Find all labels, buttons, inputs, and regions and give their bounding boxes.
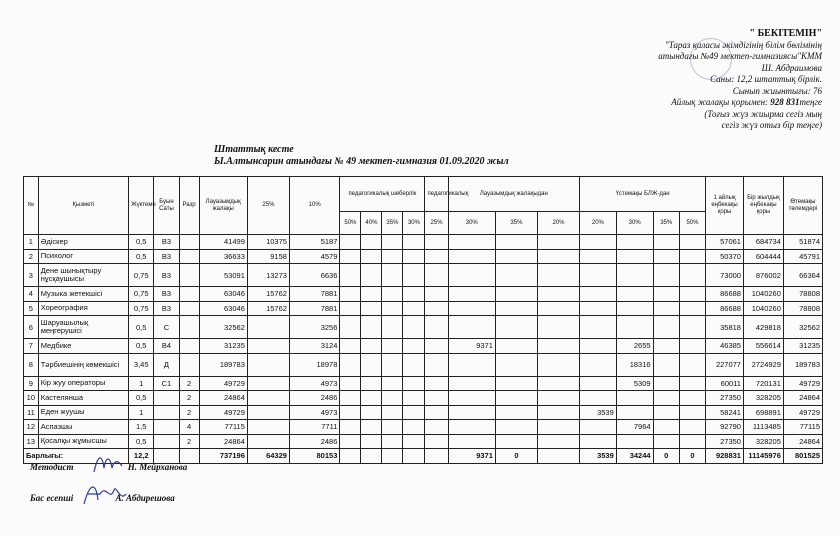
approval-fund	[532, 97, 822, 109]
header-monthly: 1 айлық еңбекақы қоры	[706, 177, 744, 235]
accountant-role: Бас есепші	[30, 493, 74, 503]
cell-name: Шаруашылық меңгерушісі	[38, 316, 128, 339]
cell-salary: 53091	[199, 264, 247, 287]
cell-monthly: 27350	[706, 434, 744, 449]
header-official: Лауазымдық жалақыдан	[448, 177, 579, 212]
staff-table	[23, 176, 823, 464]
cell-comp: 24864	[783, 434, 822, 449]
cell-no: 2	[24, 249, 39, 264]
subheader-official-30: 30%	[448, 212, 495, 235]
cell-yearly: 328205	[743, 391, 783, 406]
table-row	[24, 316, 823, 339]
cell-grade	[179, 249, 199, 264]
cell-load: 1	[129, 376, 154, 391]
cell-name: Кастелянша	[38, 391, 128, 406]
cell-no: 8	[24, 353, 39, 376]
cell-load: 3,45	[129, 353, 154, 376]
cell-yearly: 556614	[743, 339, 783, 354]
cell-level: С	[154, 316, 179, 339]
cell-cell-c	[616, 287, 653, 302]
cell-cell-a	[448, 434, 495, 449]
cell-cell-a	[448, 301, 495, 316]
cell-monthly: 57061	[706, 235, 744, 250]
approval-fund-value: 928 831	[770, 97, 800, 107]
cell-level: С1	[154, 376, 179, 391]
cell-name: Музыка жетекшісі	[38, 287, 128, 302]
total-row	[24, 449, 823, 464]
cell-comp: 24864	[783, 391, 822, 406]
cell-yearly: 328205	[743, 434, 783, 449]
cell-load: 0,5	[129, 434, 154, 449]
cell-cell-b	[580, 287, 617, 302]
cell-cell-b	[580, 249, 617, 264]
approval-director: Ш. Абдраимова	[761, 62, 822, 73]
total-p10: 80153	[289, 449, 339, 464]
total-monthly: 928831	[706, 449, 744, 464]
table-row	[24, 353, 823, 376]
subheader-mod-25: 25%	[425, 212, 448, 235]
cell-name: Хореография	[38, 301, 128, 316]
cell-comp: 189783	[783, 353, 822, 376]
cell-no: 5	[24, 301, 39, 316]
subheader-ped-35: 35%	[382, 212, 403, 235]
cell-yearly: 1113485	[743, 420, 783, 435]
header-bonuses: Үстемақы БЛЖ-дан	[580, 177, 706, 212]
cell-p10: 2486	[289, 434, 339, 449]
cell-grade	[179, 301, 199, 316]
table-row	[24, 420, 823, 435]
cell-no: 9	[24, 376, 39, 391]
approval-fund-unit: теңге	[799, 97, 822, 107]
document-subtitle: Ы.Алтынсарин атындағы № 49 мектеп-гимназия 01.09.2020 жыл	[214, 156, 509, 167]
table-row	[24, 376, 823, 391]
cell-cell-a	[448, 405, 495, 420]
cell-no: 3	[24, 264, 39, 287]
cell-yearly: 720131	[743, 376, 783, 391]
cell-cell-a	[448, 376, 495, 391]
cell-salary: 77115	[199, 420, 247, 435]
cell-load: 0,5	[129, 339, 154, 354]
cell-level: В3	[154, 287, 179, 302]
cell-load: 0,5	[129, 316, 154, 339]
cell-cell-c	[616, 249, 653, 264]
cell-cell-b	[580, 301, 617, 316]
cell-cell-b	[580, 391, 617, 406]
cell-comp: 77115	[783, 420, 822, 435]
cell-no: 1	[24, 235, 39, 250]
cell-cell-a	[448, 235, 495, 250]
cell-cell-a	[448, 391, 495, 406]
cell-salary: 41499	[199, 235, 247, 250]
cell-level	[154, 434, 179, 449]
cell-load: 0,75	[129, 264, 154, 287]
cell-grade	[179, 339, 199, 354]
cell-level: В4	[154, 339, 179, 354]
cell-load: 0,5	[129, 235, 154, 250]
methodist-name: Н. Мейрханова	[127, 462, 188, 472]
cell-name: Әдіскер	[38, 235, 128, 250]
table-row	[24, 405, 823, 420]
cell-p25: 9158	[247, 249, 289, 264]
cell-p25	[247, 434, 289, 449]
cell-monthly: 27350	[706, 391, 744, 406]
header-position: Қызметі	[38, 177, 128, 235]
cell-cell-a	[448, 420, 495, 435]
total-official35: 0	[495, 449, 537, 464]
cell-name: Тәрбиешінің көмекшісі	[38, 353, 128, 376]
cell-p25	[247, 405, 289, 420]
cell-yearly: 698891	[743, 405, 783, 420]
cell-load: 0,75	[129, 301, 154, 316]
cell-yearly: 876002	[743, 264, 783, 287]
table-row	[24, 434, 823, 449]
cell-monthly: 58241	[706, 405, 744, 420]
cell-name: Кір жуу операторы	[38, 376, 128, 391]
cell-cell-b	[580, 316, 617, 339]
cell-comp: 78808	[783, 301, 822, 316]
cell-grade	[179, 353, 199, 376]
cell-monthly: 46385	[706, 339, 744, 354]
approval-org-line2: атындағы №49 мектеп-гимназиясы"КММ	[658, 51, 822, 61]
total-bonus30: 34244	[616, 449, 653, 464]
cell-no: 7	[24, 339, 39, 354]
cell-monthly: 86688	[706, 301, 744, 316]
cell-comp: 49729	[783, 376, 822, 391]
header-load: Жүктеме	[129, 177, 154, 235]
cell-cell-c	[616, 434, 653, 449]
cell-cell-b	[580, 434, 617, 449]
cell-cell-c: 2655	[616, 339, 653, 354]
cell-p10: 7881	[289, 301, 339, 316]
total-p25: 64329	[247, 449, 289, 464]
cell-no: 11	[24, 405, 39, 420]
cell-grade: 2	[179, 434, 199, 449]
cell-salary: 24864	[199, 391, 247, 406]
header-yearly: Бір жылдық еңбекақы қоры	[743, 177, 783, 235]
total-label: Барлығы:	[24, 449, 129, 464]
cell-monthly: 60011	[706, 376, 744, 391]
cell-p25	[247, 339, 289, 354]
cell-salary: 63046	[199, 287, 247, 302]
cell-grade: 2	[179, 376, 199, 391]
cell-yearly: 1040260	[743, 287, 783, 302]
cell-no: 12	[24, 420, 39, 435]
header-p10: 10%	[289, 177, 339, 235]
header-level: Буын Саты	[154, 177, 179, 235]
approval-class-sets: Сынып жиынтығы: 76	[732, 85, 822, 96]
cell-cell-a	[448, 353, 495, 376]
cell-level: В3	[154, 249, 179, 264]
header-p25: 25%	[247, 177, 289, 235]
cell-monthly: 35818	[706, 316, 744, 339]
cell-cell-a	[448, 316, 495, 339]
cell-p25	[247, 420, 289, 435]
total-comp: 801525	[783, 449, 822, 464]
header-ped-mod: педагогикалық	[425, 177, 448, 212]
approval-fund-label: Айлық жалақы қорымен:	[671, 97, 769, 107]
cell-p25: 15762	[247, 287, 289, 302]
cell-load: 0,5	[129, 249, 154, 264]
cell-level	[154, 391, 179, 406]
cell-comp: 45791	[783, 249, 822, 264]
subheader-bonus-20: 20%	[580, 212, 617, 235]
cell-level	[154, 420, 179, 435]
total-bonus20: 3539	[580, 449, 617, 464]
cell-cell-c: 18316	[616, 353, 653, 376]
table-row	[24, 264, 823, 287]
cell-yearly: 2724929	[743, 353, 783, 376]
cell-monthly: 86688	[706, 287, 744, 302]
approval-org-line1: "Тараз қаласы әкімдігінің білім бөлімінің	[664, 39, 822, 50]
cell-cell-c	[616, 235, 653, 250]
cell-yearly: 604444	[743, 249, 783, 264]
cell-level: В3	[154, 235, 179, 250]
cell-comp: 78808	[783, 287, 822, 302]
cell-no: 4	[24, 287, 39, 302]
cell-comp: 51874	[783, 235, 822, 250]
subheader-official-35: 35%	[495, 212, 537, 235]
cell-cell-b	[580, 420, 617, 435]
cell-grade	[179, 264, 199, 287]
cell-name: Дене шынықтыру нұсқаушысы	[38, 264, 128, 287]
subheader-official-20: 20%	[537, 212, 579, 235]
cell-grade	[179, 316, 199, 339]
cell-salary: 189783	[199, 353, 247, 376]
cell-p25	[247, 391, 289, 406]
cell-p10: 18978	[289, 353, 339, 376]
cell-grade: 4	[179, 420, 199, 435]
cell-cell-c: 5309	[616, 376, 653, 391]
cell-cell-b	[580, 339, 617, 354]
accountant-name: А. Абдирешова	[115, 493, 175, 503]
cell-name: Медбике	[38, 339, 128, 354]
cell-grade: 2	[179, 391, 199, 406]
cell-yearly: 1040260	[743, 301, 783, 316]
cell-cell-c	[616, 316, 653, 339]
cell-load: 0,5	[129, 391, 154, 406]
cell-p25	[247, 353, 289, 376]
cell-p10: 4973	[289, 376, 339, 391]
cell-grade: 2	[179, 405, 199, 420]
cell-p10: 3256	[289, 316, 339, 339]
cell-name: Психолог	[38, 249, 128, 264]
cell-p25: 13273	[247, 264, 289, 287]
header-salary: Лауазымдық жалақы	[199, 177, 247, 235]
cell-level	[154, 405, 179, 420]
table-row	[24, 391, 823, 406]
cell-no: 10	[24, 391, 39, 406]
staff-table-wrapper	[23, 176, 823, 464]
document-title-main: Штаттық кесте	[214, 144, 294, 155]
table-row	[24, 235, 823, 250]
total-load: 12,2	[129, 449, 154, 464]
methodist-signature-scribble	[92, 450, 126, 476]
cell-yearly: 684734	[743, 235, 783, 250]
cell-cell-c	[616, 405, 653, 420]
cell-name: Қосалқы жұмысшы	[38, 434, 128, 449]
cell-level: В3	[154, 264, 179, 287]
cell-cell-b	[580, 264, 617, 287]
table-row	[24, 287, 823, 302]
cell-load: 1,5	[129, 420, 154, 435]
cell-p25	[247, 376, 289, 391]
cell-p25: 10375	[247, 235, 289, 250]
subheader-ped-50: 50%	[340, 212, 361, 235]
document-title	[214, 144, 509, 168]
cell-p10: 4973	[289, 405, 339, 420]
cell-cell-c	[616, 264, 653, 287]
cell-name: Еден жуушы	[38, 405, 128, 420]
cell-cell-b: 3539	[580, 405, 617, 420]
subheader-bonus-35: 35%	[653, 212, 679, 235]
cell-cell-b	[580, 353, 617, 376]
cell-load: 1	[129, 405, 154, 420]
subheader-ped-30: 30%	[403, 212, 425, 235]
cell-salary: 63046	[199, 301, 247, 316]
cell-salary: 32562	[199, 316, 247, 339]
total-yearly: 11145976	[743, 449, 783, 464]
cell-p10: 6636	[289, 264, 339, 287]
cell-cell-c	[616, 391, 653, 406]
approval-staff-units: Саны: 12,2 штаттық бірлік.	[710, 74, 822, 84]
cell-p10: 2486	[289, 391, 339, 406]
official-seal	[690, 38, 732, 80]
total-bonus50: 0	[679, 449, 705, 464]
cell-cell-a	[448, 264, 495, 287]
table-row	[24, 301, 823, 316]
cell-salary: 31235	[199, 339, 247, 354]
cell-monthly: 50370	[706, 249, 744, 264]
cell-comp: 66364	[783, 264, 822, 287]
cell-salary: 49729	[199, 376, 247, 391]
total-bonus35: 0	[653, 449, 679, 464]
cell-cell-a	[448, 287, 495, 302]
cell-cell-b	[580, 235, 617, 250]
subheader-bonus-30: 30%	[616, 212, 653, 235]
cell-comp: 32562	[783, 316, 822, 339]
subheader-ped-40: 40%	[361, 212, 382, 235]
header-ped-mastery: педагогикалық шеберлік	[340, 177, 425, 212]
cell-cell-c	[616, 301, 653, 316]
total-salary: 737196	[199, 449, 247, 464]
cell-p25	[247, 316, 289, 339]
cell-monthly: 92790	[706, 420, 744, 435]
cell-p10: 3124	[289, 339, 339, 354]
header-no: №	[24, 177, 39, 235]
total-official30: 9371	[448, 449, 495, 464]
subheader-bonus-50: 50%	[679, 212, 705, 235]
cell-salary: 36633	[199, 249, 247, 264]
approval-block	[532, 28, 822, 132]
cell-comp: 31235	[783, 339, 822, 354]
table-row	[24, 339, 823, 354]
cell-monthly: 73000	[706, 264, 744, 287]
accountant-signature-scribble	[80, 480, 130, 510]
cell-cell-a: 9371	[448, 339, 495, 354]
cell-grade	[179, 235, 199, 250]
cell-grade	[179, 287, 199, 302]
approval-fund-words2: сегіз жүз отыз бір теңге)	[721, 120, 822, 130]
cell-salary: 49729	[199, 405, 247, 420]
header-grade: Разр	[179, 177, 199, 235]
table-body	[24, 235, 823, 449]
cell-p25: 15762	[247, 301, 289, 316]
cell-comp: 49729	[783, 405, 822, 420]
cell-cell-a	[448, 249, 495, 264]
cell-p10: 4579	[289, 249, 339, 264]
cell-cell-c: 7964	[616, 420, 653, 435]
cell-no: 6	[24, 316, 39, 339]
cell-cell-b	[580, 376, 617, 391]
approval-title: " БЕКІТЕМІН"	[749, 28, 822, 39]
cell-p10: 5187	[289, 235, 339, 250]
cell-salary: 24864	[199, 434, 247, 449]
cell-p10: 7711	[289, 420, 339, 435]
cell-no: 13	[24, 434, 39, 449]
cell-monthly: 227077	[706, 353, 744, 376]
cell-level: В3	[154, 301, 179, 316]
cell-level: Д	[154, 353, 179, 376]
approval-fund-words1: (Тоғыз жүз жиырма сегіз мың	[704, 108, 822, 119]
cell-yearly: 429818	[743, 316, 783, 339]
cell-name: Аспазшы	[38, 420, 128, 435]
header-compensation: Өтемақы төлемдері	[783, 177, 822, 235]
methodist-role: Методист	[30, 462, 74, 472]
cell-p10: 7881	[289, 287, 339, 302]
cell-load: 0,75	[129, 287, 154, 302]
table-row	[24, 249, 823, 264]
